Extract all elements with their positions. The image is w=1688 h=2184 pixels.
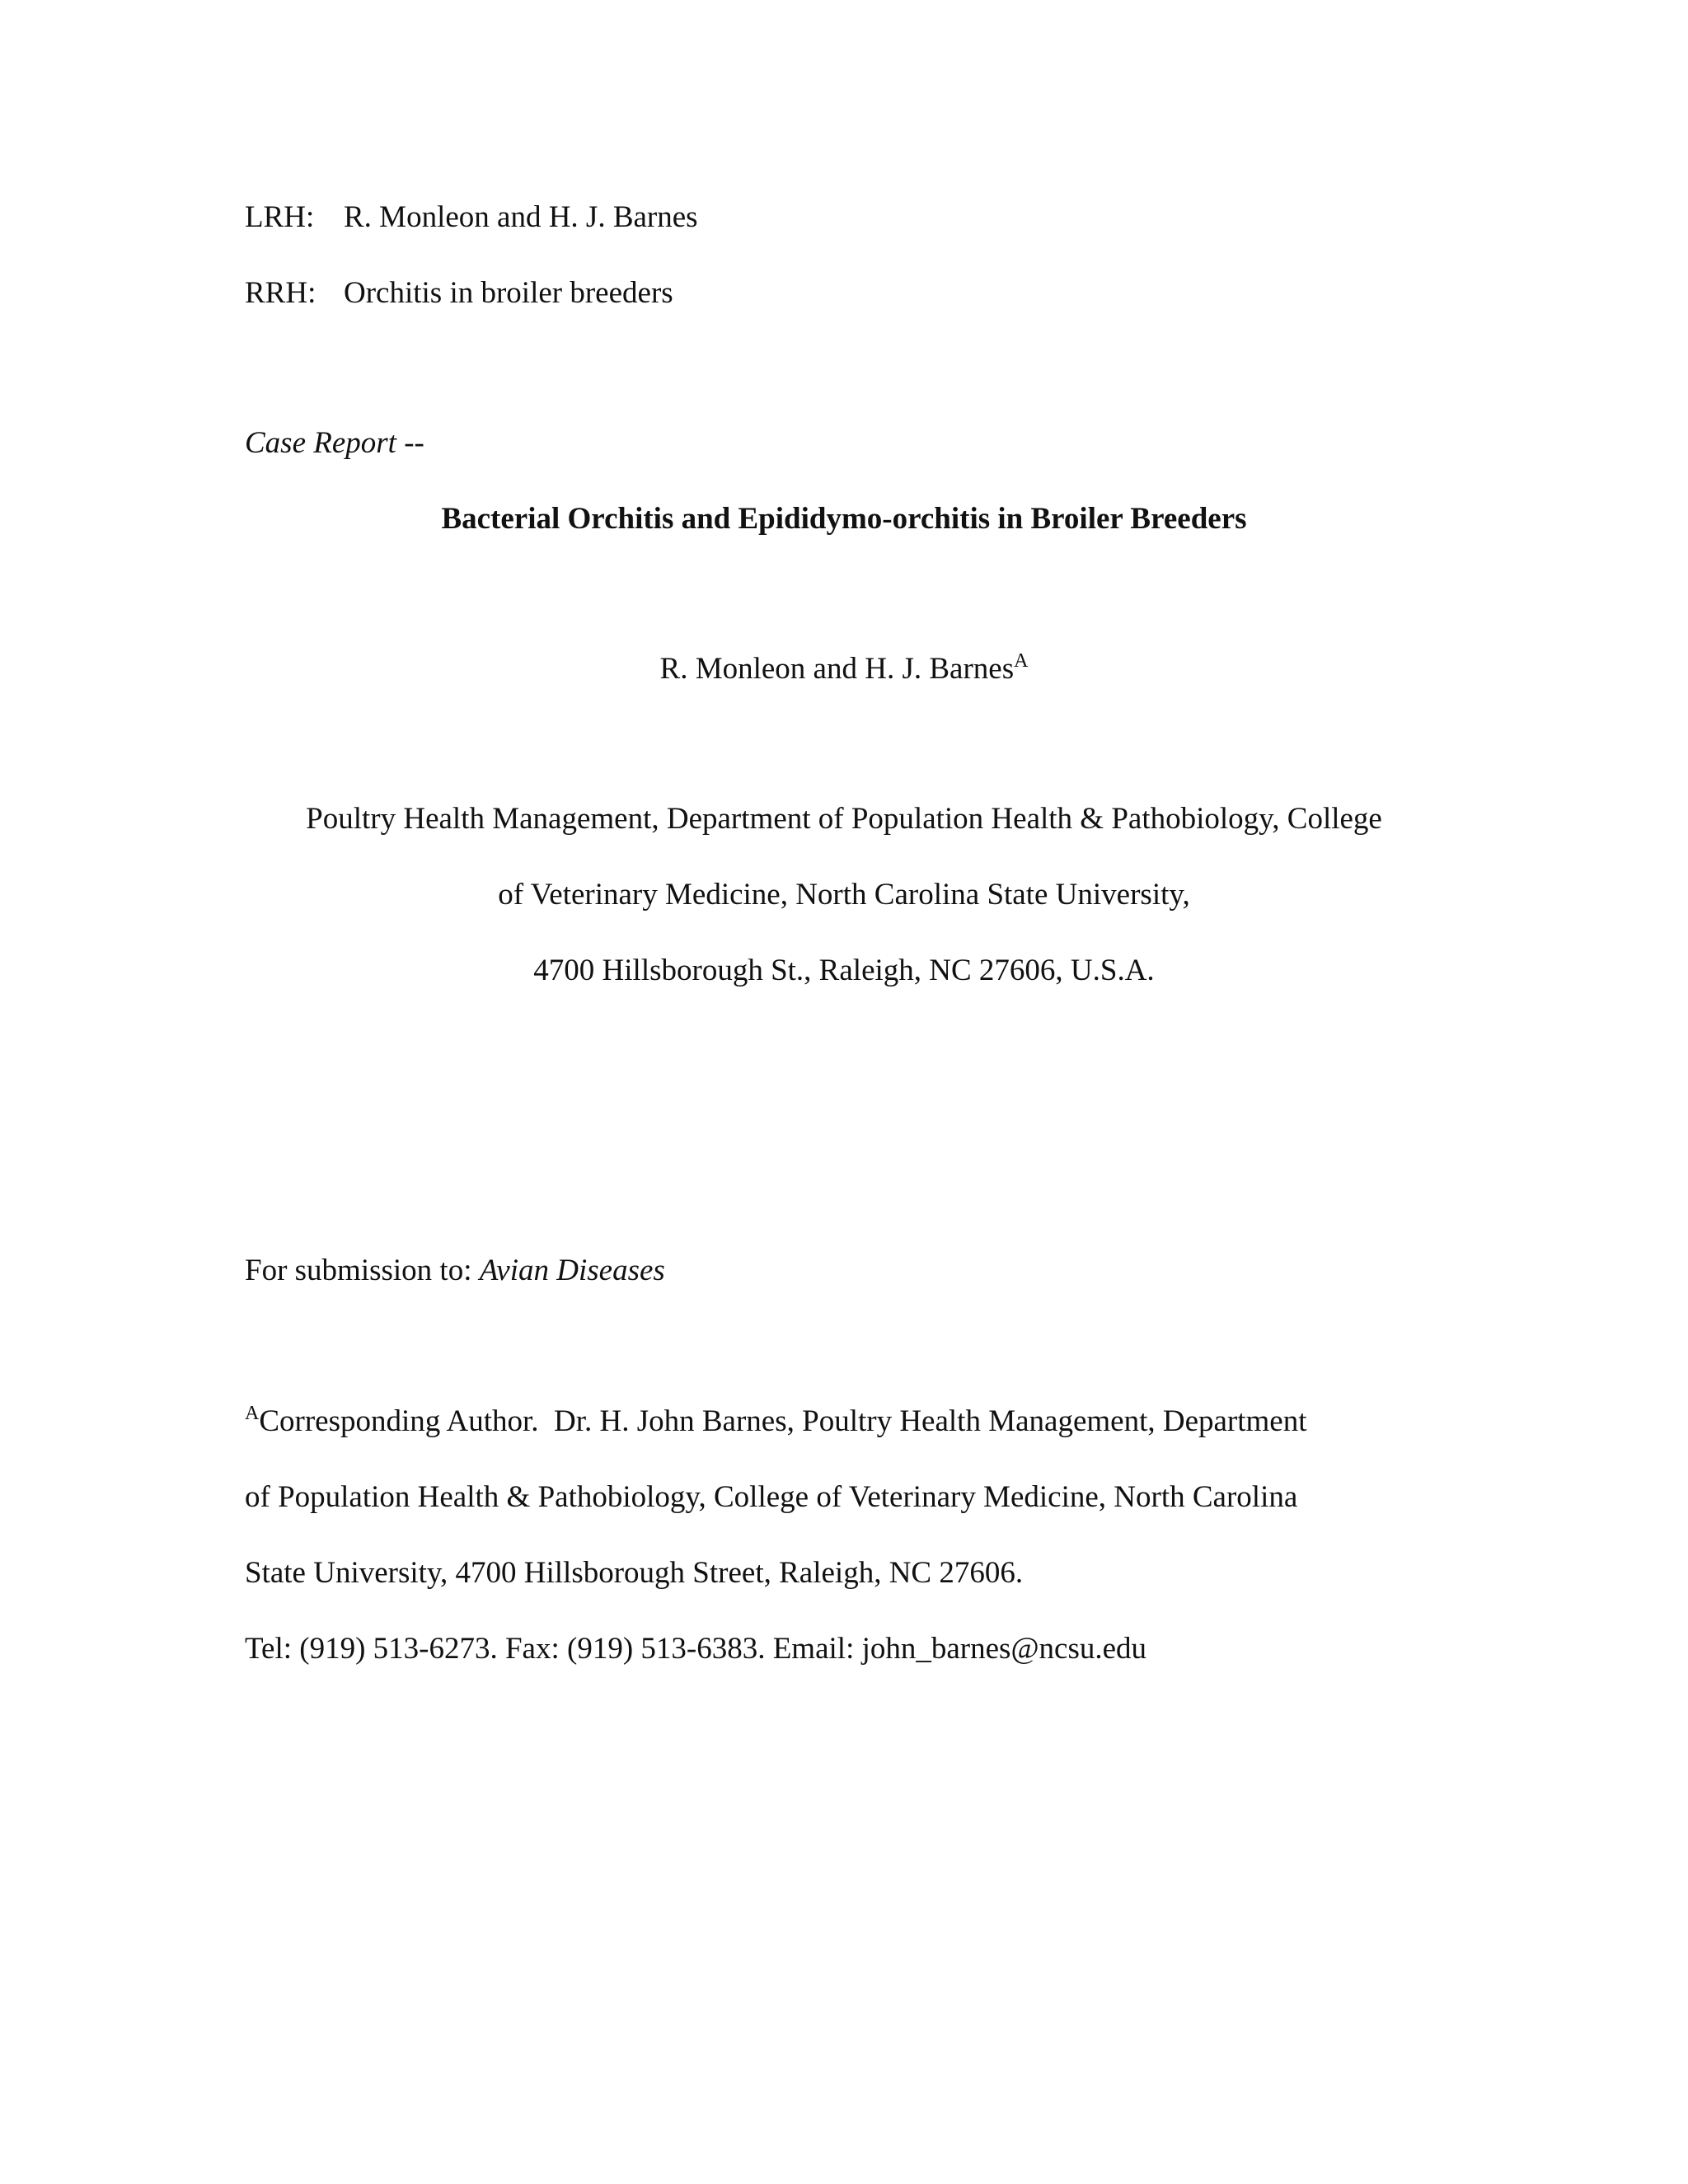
contact-line: Tel: (919) 513-6273. Fax: (919) 513-6383. Email: john_barnes@ncsu.edu [245, 1632, 1147, 1666]
author-line [0, 651, 1688, 687]
article-type: Case Report -- [245, 426, 424, 460]
rrh-label: RRH: [245, 276, 316, 310]
corresponding-line-3: State University, 4700 Hillsborough Street, Raleigh, NC 27606. [245, 1556, 1024, 1590]
paper-title: Bacterial Orchitis and Epididymo-orchitis in Broiler Breeders [441, 502, 1247, 536]
submission-prefix: For submission to: [245, 1254, 472, 1287]
affiliation-line-3: 4700 Hillsborough St., Raleigh, NC 27606, U.S.A. [533, 954, 1155, 987]
author-names: R. Monleon and H. J. Barnes [659, 652, 1015, 686]
affiliation-line-2: of Veterinary Medicine, North Carolina State University, [498, 878, 1190, 912]
corresponding-line-2: of Population Health & Pathobiology, College of Veterinary Medicine, North Carolina [245, 1480, 1298, 1514]
submission-line [245, 1253, 665, 1289]
corresponding-line-1 [245, 1404, 1307, 1440]
corresponding-marker: A [245, 1403, 260, 1424]
author-marker: A [1014, 650, 1029, 672]
rrh-value: Orchitis in broiler breeders [344, 276, 673, 310]
left-running-head [245, 199, 698, 236]
journal-name: Avian Diseases [479, 1254, 665, 1287]
affiliation-line-1: Poultry Health Management, Department of Population Health & Pathobiology, College [306, 802, 1382, 836]
corresponding-text-1: Corresponding Author. Dr. H. John Barnes, Poultry Health Management, Department [259, 1404, 1307, 1438]
lrh-value: R. Monleon and H. J. Barnes [344, 200, 698, 234]
right-running-head [245, 275, 673, 312]
lrh-label: LRH: [245, 200, 315, 234]
